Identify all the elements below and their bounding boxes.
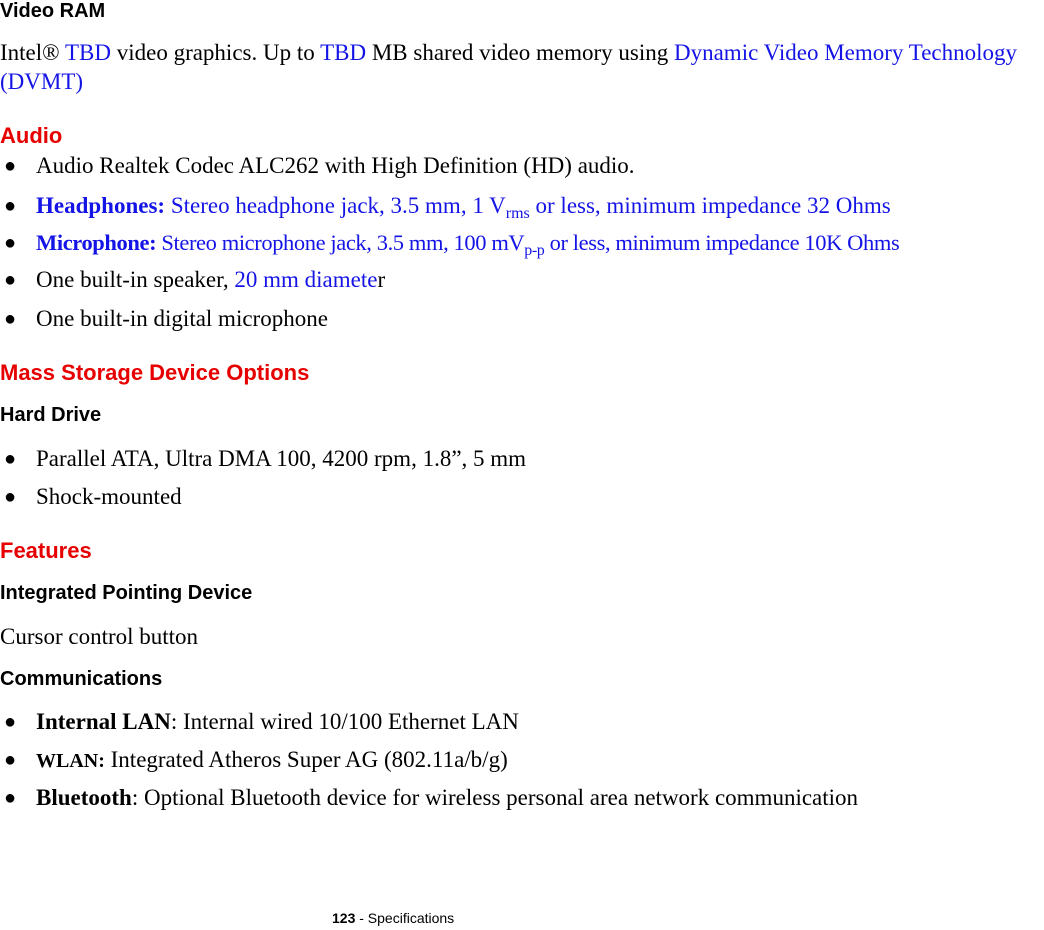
bullet-icon: ● <box>4 269 17 291</box>
bullet-icon: ● <box>4 195 17 217</box>
communications-heading: Communications <box>0 668 163 690</box>
section-name: - Specifications <box>355 910 455 926</box>
bullet-icon: ● <box>4 155 17 177</box>
page-footer <box>332 910 454 926</box>
bullet-icon: ● <box>4 711 17 733</box>
list-item: ● Microphone: Stereo microphone jack, 3.5 mm, 100 $mV_{p-p}$ or less, minimum impedance 10K Ohms <box>4 230 900 259</box>
bullet-icon: ● <box>4 787 17 809</box>
bullet-icon: ● <box>4 749 17 771</box>
list-item: ● Internal LAN: Internal wired 10/100 Ethernet LAN <box>4 709 519 734</box>
mass-storage-heading: Mass Storage Device Options <box>0 360 310 385</box>
hard-drive-heading: Hard Drive <box>0 404 102 426</box>
pointing-device-heading: Integrated Pointing Device <box>0 582 253 604</box>
list-item: ● One built-in digital microphone <box>4 306 328 331</box>
bullet-icon: ● <box>4 486 17 508</box>
bullet-icon: ● <box>4 308 17 330</box>
list-item: ● Audio Realtek Codec ALC262 with High Definition (HD) audio. <box>4 153 635 178</box>
list-item: ● Bluetooth: Optional Bluetooth device for wireless personal area network communication <box>4 785 859 810</box>
features-heading: Features <box>0 538 92 563</box>
tbd-link[interactable]: TBD <box>64 40 111 65</box>
tbd-link[interactable]: TBD <box>320 40 367 65</box>
bullet-icon: ● <box>4 448 17 470</box>
audio-heading: Audio <box>0 123 63 148</box>
page-number: 123 <box>332 910 356 926</box>
list-item: ● Parallel ATA, Ultra DMA 100, 4200 rpm, 1.8”, 5 mm <box>4 446 527 471</box>
video-ram-heading: Video RAM <box>0 0 106 22</box>
bullet-icon: ● <box>4 232 17 254</box>
video-ram-paragraph: Intel® TBD video graphics. Up to TBD MB shared video memory using Dynamic Video Memory Technology (DVMT) <box>0 40 1017 94</box>
list-item: ● Shock-mounted <box>4 484 182 509</box>
list-item: ● One built-in speaker, 20 mm diameter <box>4 267 386 292</box>
list-item: ● WLAN: Integrated Atheros Super AG (802.11a/b/g) <box>4 747 508 772</box>
list-item: ● Headphones: Stereo headphone jack, 3.5 mm, 1 $V_{rms}$ or less, minimum impedance 32 Ohms <box>4 193 891 222</box>
pointing-device-text: Cursor control button <box>0 624 199 649</box>
dvmt-link[interactable]: Dynamic Video Memory Technology (DVMT) <box>0 40 1017 94</box>
speaker-diameter-link[interactable]: 20 mm diamete <box>234 267 378 292</box>
